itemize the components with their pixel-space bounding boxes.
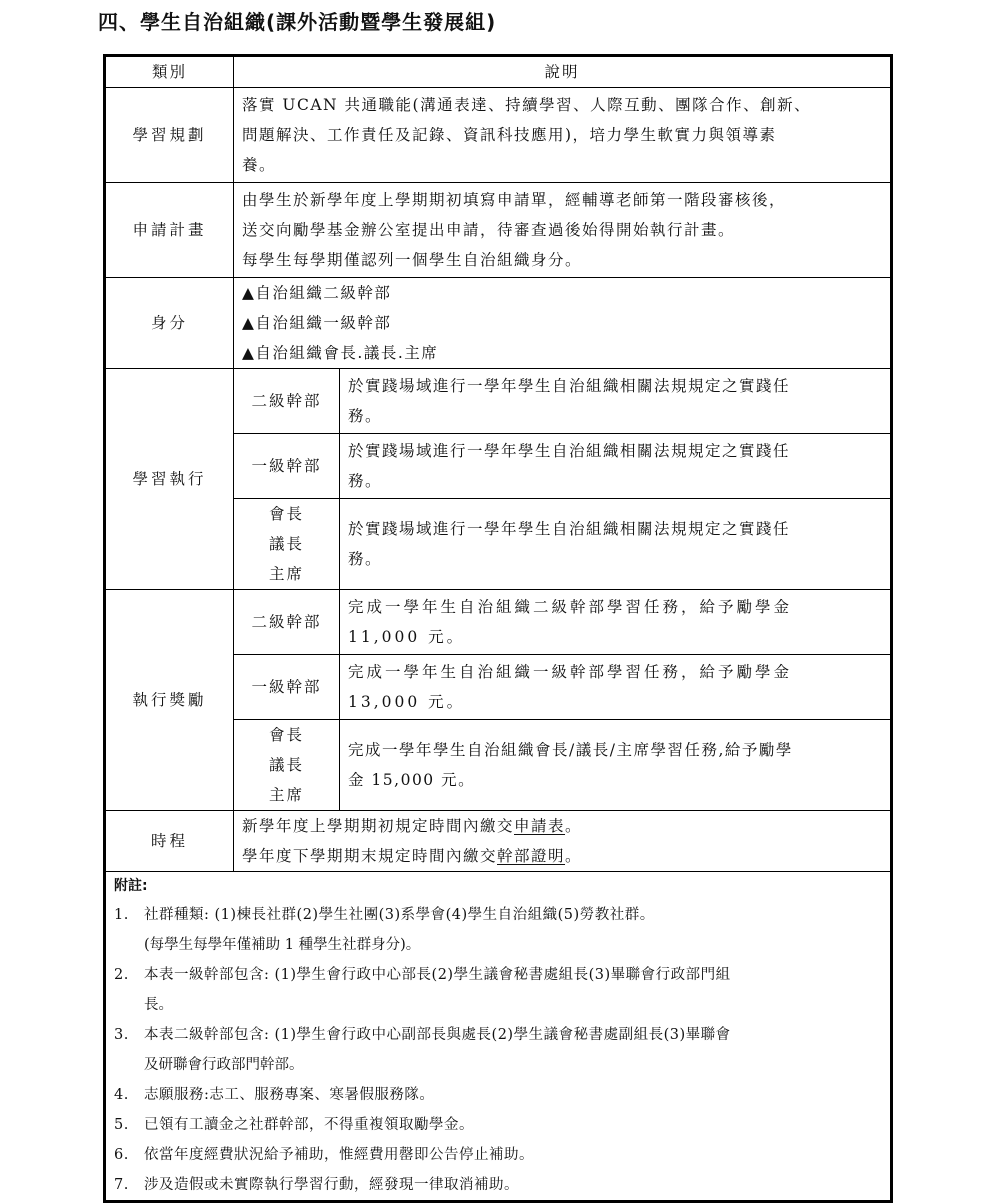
header-row (105, 56, 892, 88)
application-description (234, 183, 892, 278)
role-label: 一級幹部 (234, 655, 340, 720)
execution-description (340, 434, 892, 499)
note-text: 涉及造假或未實際執行學習行動，經發現一律取消補助。 (144, 1177, 519, 1193)
text-line: 務。 (348, 472, 383, 490)
note-text: 本表一級幹部包含: (1)學生會行政中心部長(2)學生議會秘書處組長(3)畢聯會行政部門組 (144, 967, 731, 983)
role-label: 二級幹部 (234, 369, 340, 434)
text: 學年度下學期期末規定時間內繳交 (242, 847, 498, 865)
category-application: 申請計畫 (105, 183, 234, 278)
role-label: 一級幹部 (234, 434, 340, 499)
page-title: 四、學生自治組織(課外活動暨學生發展組) (98, 10, 497, 34)
category-learning-plan: 學習規劃 (105, 88, 234, 183)
text-line: 送交向勵學基金辦公室提出申請，待審查過後始得開始執行計畫。 (242, 221, 736, 239)
text-line: 養。 (242, 156, 277, 174)
text: 。 (565, 847, 583, 865)
text-line: 於實踐場域進行一學年學生自治組織相關法規規定之實踐任 (348, 442, 791, 460)
text-line: 每學生每學期僅認列一個學生自治組織身分。 (242, 251, 583, 269)
learning-plan-description (234, 88, 892, 183)
text-line: 於實踐場域進行一學年學生自治組織相關法規規定之實踐任 (348, 377, 791, 395)
category-reward: 執行獎勵 (105, 590, 234, 811)
note-continuation: 及研聯會行政部門幹部。 (144, 1057, 304, 1073)
header-category: 類別 (105, 56, 234, 88)
text-line: 11,000 元。 (348, 628, 466, 646)
note-number: 6. (114, 1147, 129, 1163)
note-item (114, 1020, 882, 1050)
note-text: 社群種類: (1)棟長社群(2)學生社團(3)系學會(4)學生自治組織(5)勞教社群。 (144, 907, 655, 923)
note-item (114, 1140, 882, 1170)
note-item (114, 900, 882, 930)
text-line: 務。 (348, 407, 383, 425)
reward-description (340, 720, 892, 811)
row-reward-1 (105, 590, 892, 655)
role-line: 主席 (268, 565, 304, 583)
text-line: 於實踐場域進行一學年學生自治組織相關法規規定之實踐任 (348, 520, 791, 538)
cadre-certificate-link[interactable]: 幹部證明 (497, 847, 566, 865)
note-text: 依當年度經費狀況給予補助，惟經費用罄即公告停止補助。 (144, 1147, 534, 1163)
note-continuation: (每學生每學年僅補助 1 種學生社群身分)。 (144, 937, 421, 953)
note-item (114, 1110, 882, 1140)
execution-description (340, 499, 892, 590)
reward-description (340, 655, 892, 720)
note-number: 2. (114, 967, 129, 983)
row-application (105, 183, 892, 278)
row-learning-plan (105, 88, 892, 183)
note-number: 3. (114, 1027, 129, 1043)
row-schedule (105, 811, 892, 872)
text-line: 務。 (348, 550, 383, 568)
role-line: 議長 (268, 535, 304, 553)
role-label (234, 720, 340, 811)
execution-description (340, 369, 892, 434)
role-label (234, 499, 340, 590)
identity-list (234, 278, 892, 369)
role-label: 二級幹部 (234, 590, 340, 655)
notes-title: 附註: (114, 878, 148, 894)
note-item (114, 1170, 882, 1200)
text: 。 (565, 817, 583, 835)
text-line: 13,000 元。 (348, 693, 466, 711)
role-line: 會長 (268, 505, 304, 523)
text: 新學年度上學期期初規定時間內繳交 (242, 817, 515, 835)
text-line: 完成一學年生自治組織一級幹部學習任務，給予勵學金 (348, 663, 793, 681)
role-line: 會長 (268, 726, 304, 744)
role-line: 議長 (268, 756, 304, 774)
text-line: 完成一學年學生自治組織會長/議長/主席學習任務,給予勵學 (348, 741, 793, 759)
note-text: 已領有工讀金之社群幹部，不得重複領取勵學金。 (144, 1117, 474, 1133)
identity-item: ▲自治組織二級幹部 (242, 284, 392, 302)
note-item (114, 1080, 882, 1110)
note-number: 4. (114, 1087, 129, 1103)
note-number: 7. (114, 1177, 129, 1193)
note-text: 志願服務:志工、服務專案、寒暑假服務隊。 (144, 1087, 435, 1103)
identity-item: ▲自治組織會長.議長.主席 (242, 344, 439, 362)
schedule-description (234, 811, 892, 872)
role-line: 主席 (268, 786, 304, 804)
text-line: 金 15,000 元。 (348, 771, 476, 789)
category-execution: 學習執行 (105, 369, 234, 590)
application-form-link[interactable]: 申請表 (514, 817, 566, 835)
note-text: 本表二級幹部包含: (1)學生會行政中心副部長與處長(2)學生議會秘書處副組長(3)畢聯會 (144, 1027, 731, 1043)
note-item (114, 960, 882, 990)
category-schedule: 時程 (105, 811, 234, 872)
text-line: 問題解決、工作責任及記錄、資訊科技應用)，培力學生軟實力與領導素 (242, 126, 777, 144)
row-notes (105, 872, 892, 1202)
text-line: 由學生於新學年度上學期期初填寫申請單，經輔導老師第一階段審核後， (242, 191, 787, 209)
text-line: 完成一學年生自治組織二級幹部學習任務，給予勵學金 (348, 598, 793, 616)
schedule-line-1 (242, 811, 882, 841)
note-number: 1. (114, 907, 129, 923)
note-number: 5. (114, 1117, 129, 1133)
schedule-line-2 (242, 841, 882, 871)
identity-item: ▲自治組織一級幹部 (242, 314, 392, 332)
row-execution-1 (105, 369, 892, 434)
notes-section (105, 872, 892, 1202)
reward-description (340, 590, 892, 655)
program-table (103, 54, 893, 1203)
header-description: 說明 (234, 56, 892, 88)
row-identity (105, 278, 892, 369)
category-identity: 身分 (105, 278, 234, 369)
text-line: 落實 UCAN 共通職能(溝通表達、持續學習、人際互動、團隊合作、創新、 (242, 96, 812, 114)
note-continuation: 長。 (144, 997, 173, 1013)
